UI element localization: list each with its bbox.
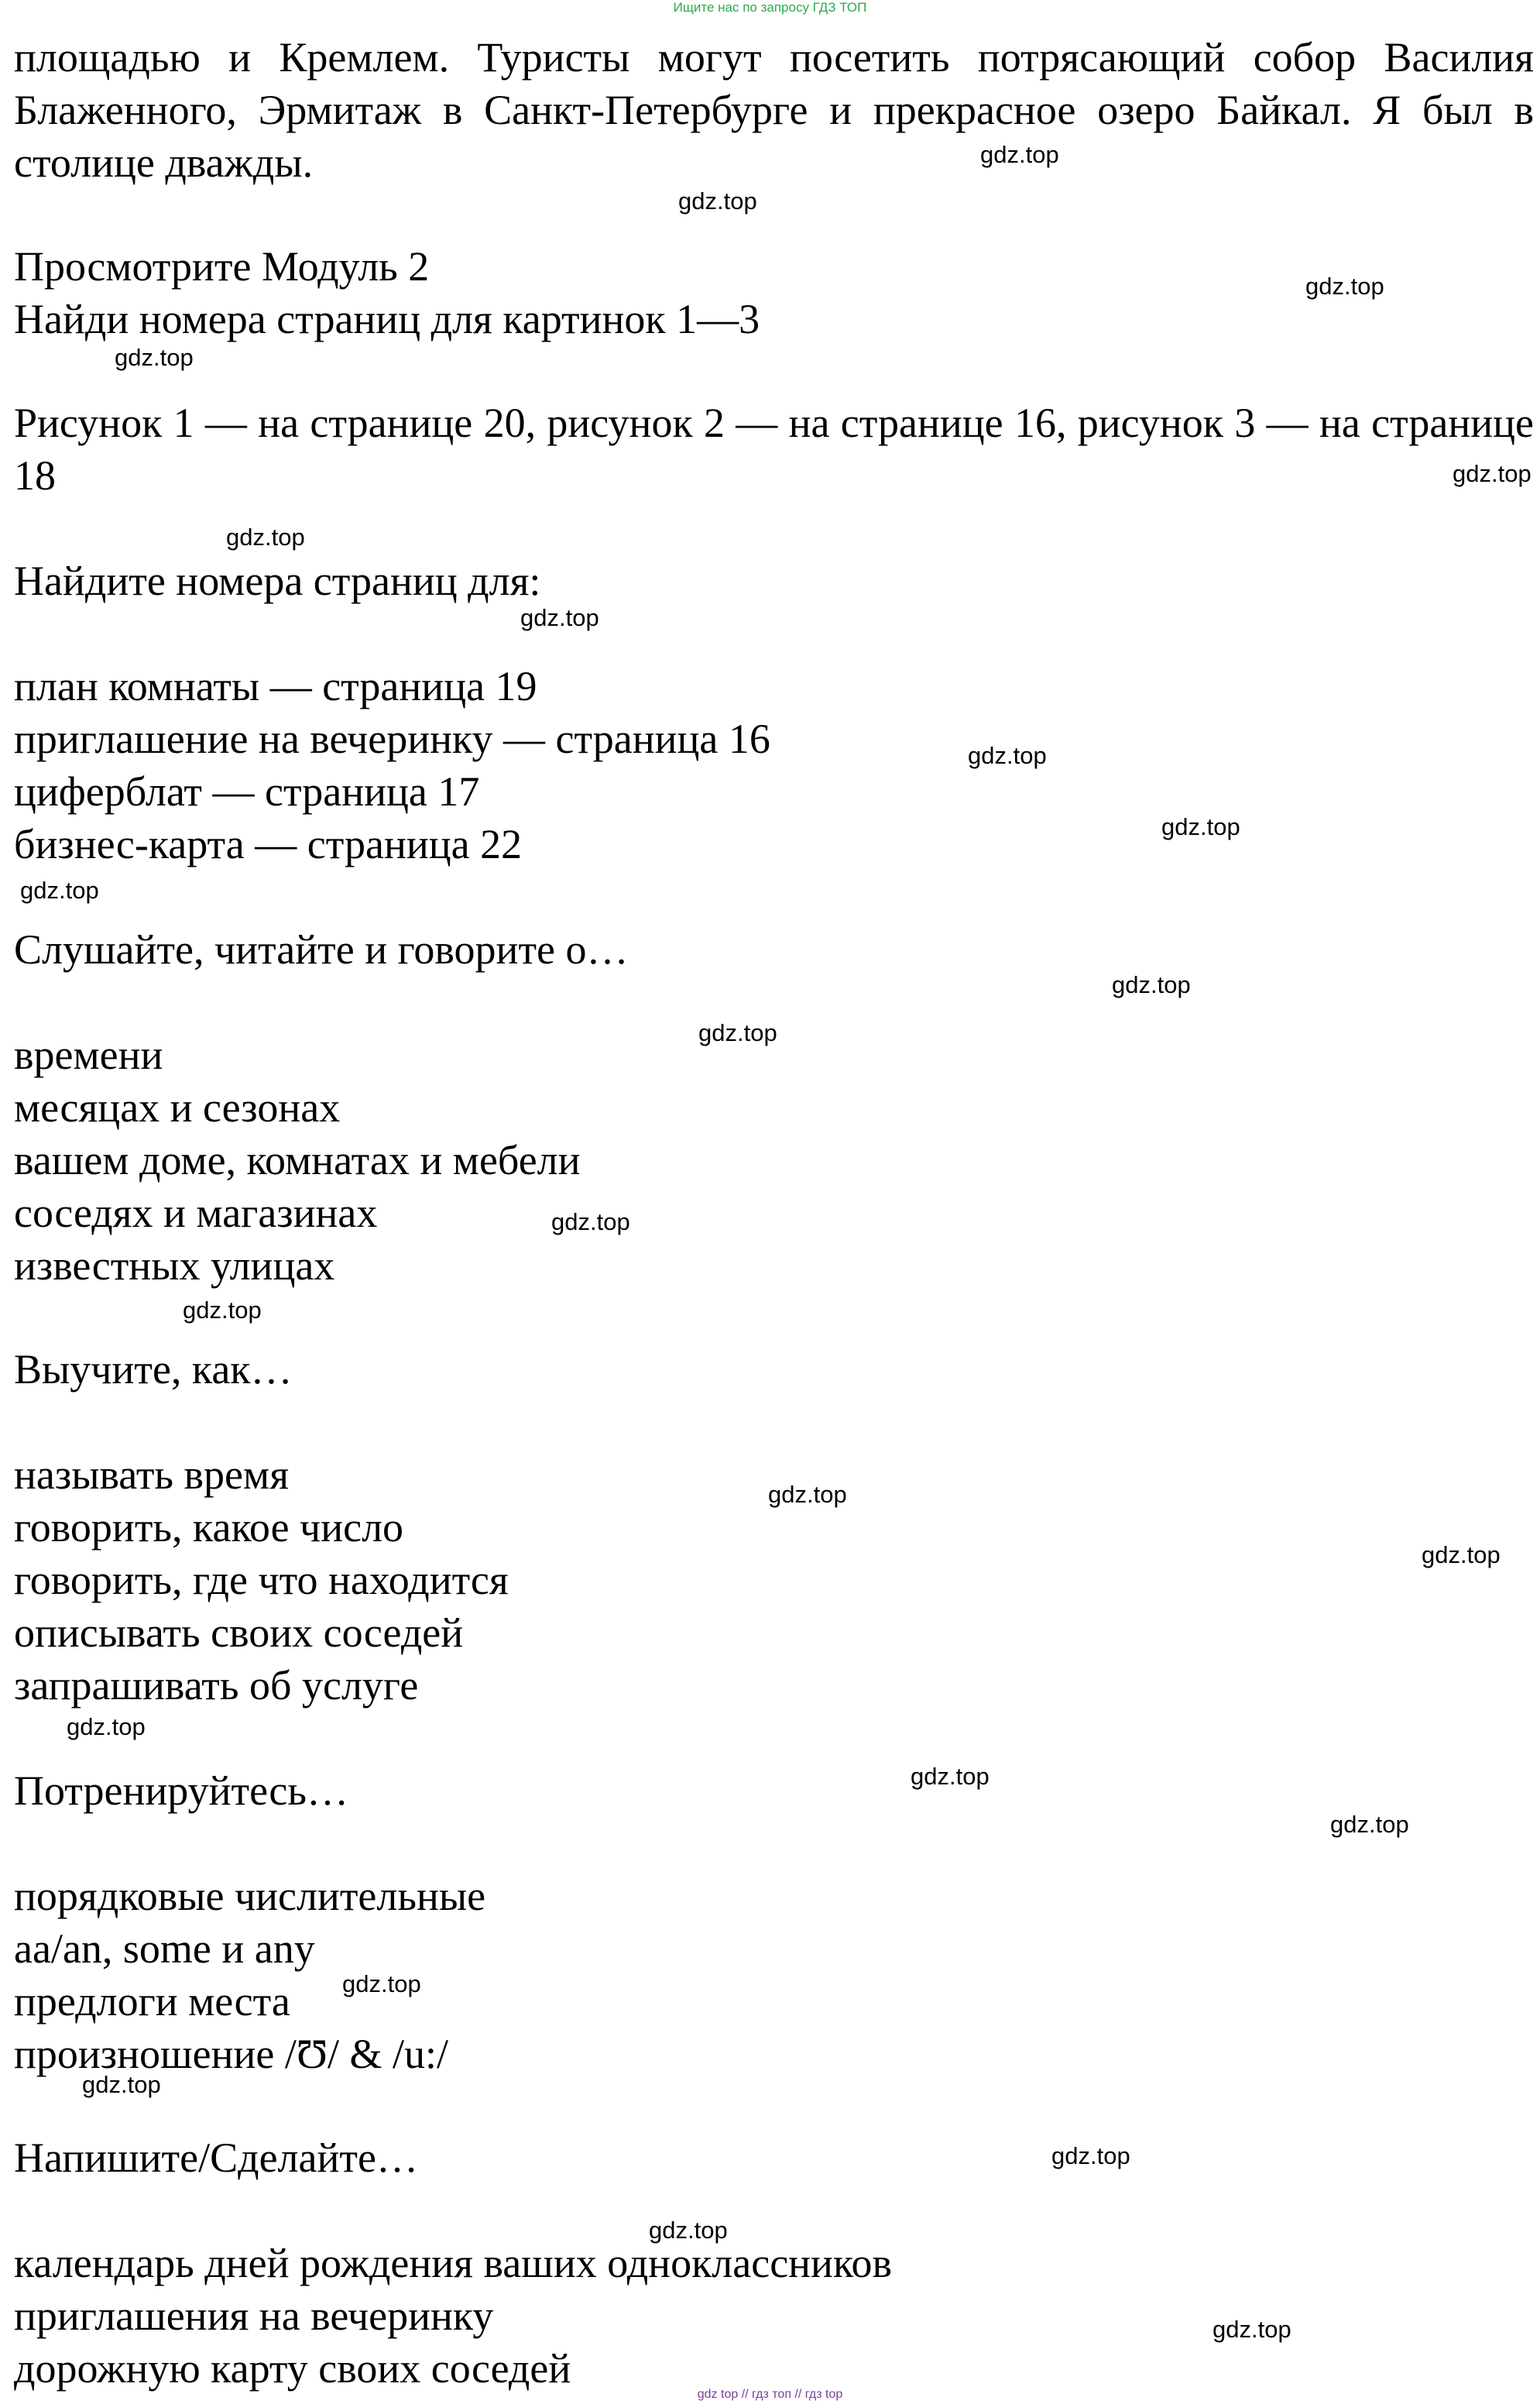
listen-item: вашем доме, комнатах и мебели [14,1137,581,1183]
top-banner: Ищите нас по запросу ГДЗ ТОП [673,0,867,15]
learn-item: запрашивать об услуге [14,1662,419,1709]
watermark: gdz.top [768,1481,847,1508]
watermark: gdz.top [1161,813,1240,840]
practice-item: предлоги места [14,1978,290,2025]
watermark: gdz.top [678,187,757,215]
watermark: gdz.top [67,1713,146,1740]
find-pages-item: циферблат — страница 17 [14,768,480,815]
practice-title: Потренируйтесь… [14,1767,348,1814]
watermark: gdz.top [1422,1541,1501,1568]
learn-item: называть время [14,1451,290,1498]
watermark: gdz.top [1212,2316,1291,2343]
watermark: gdz.top [342,1970,421,1997]
write-item: приглашения на вечеринку [14,2292,494,2339]
watermark: gdz.top [1330,1811,1409,1838]
watermark: gdz.top [1051,2142,1130,2169]
intro-paragraph: площадью и Кремлем. Туристы могут посетить потрясающий собор Василия Блаженного, Эрмитаж в Санкт-Петербурге и прекрасное озеро Байкал. Я был в столице дважды. [14,34,1534,186]
listen-item: месяцах и сезонах [14,1084,341,1131]
watermark: gdz.top [551,1208,630,1235]
learn-title: Выучите, как… [14,1346,293,1393]
watermark: gdz.top [1112,971,1191,998]
watermark: gdz.top [698,1019,777,1046]
watermark: gdz.top [82,2071,161,2098]
learn-item: описывать своих соседей [14,1609,464,1656]
watermark: gdz.top [980,141,1059,168]
find-pages-item: бизнес-карта — страница 22 [14,821,523,867]
watermark: gdz.top [520,604,599,631]
watermark: gdz.top [911,1763,990,1790]
listen-item: известных улицах [14,1242,335,1289]
watermark: gdz.top [1305,273,1384,300]
write-title: Напишите/Сделайте… [14,2134,418,2181]
watermark: gdz.top [226,524,305,551]
practice-item: произношение /Ʊ/ & /u:/ [14,2031,448,2077]
find-pages-item: план комнаты — страница 19 [14,663,537,709]
bottom-banner: gdz top // гдз топ // гдз top [697,2388,843,2401]
listen-title: Слушайте, читайте и говорите о… [14,926,629,973]
learn-item: говорить, какое число [14,1504,404,1551]
find-pages-item: приглашение на вечеринку — страница 16 [14,716,770,762]
watermark: gdz.top [1453,460,1531,487]
watermark: gdz.top [115,344,194,371]
practice-item: aa/an, some и any [14,1925,315,1972]
watermark: gdz.top [649,2217,728,2244]
practice-item: порядковые числительные [14,1873,486,1919]
module-review-title: Просмотрите Модуль 2 [14,243,430,290]
module-review-task: Найди номера страниц для картинок 1—3 [14,296,760,342]
learn-item: говорить, где что находится [14,1557,509,1603]
write-item: календарь дней рождения ваших одноклассников [14,2240,892,2286]
listen-item: времени [14,1032,163,1078]
find-pages-title: Найдите номера страниц для: [14,558,541,604]
watermark: gdz.top [968,742,1047,769]
watermark: gdz.top [183,1296,262,1324]
listen-item: соседях и магазинах [14,1190,378,1236]
watermark: gdz.top [20,877,99,904]
write-item: дорожную карту своих соседей [14,2345,571,2392]
module-review-answer: Рисунок 1 — на странице 20, рисунок 2 — на странице 16, рисунок 3 — на странице 18 [14,400,1534,499]
